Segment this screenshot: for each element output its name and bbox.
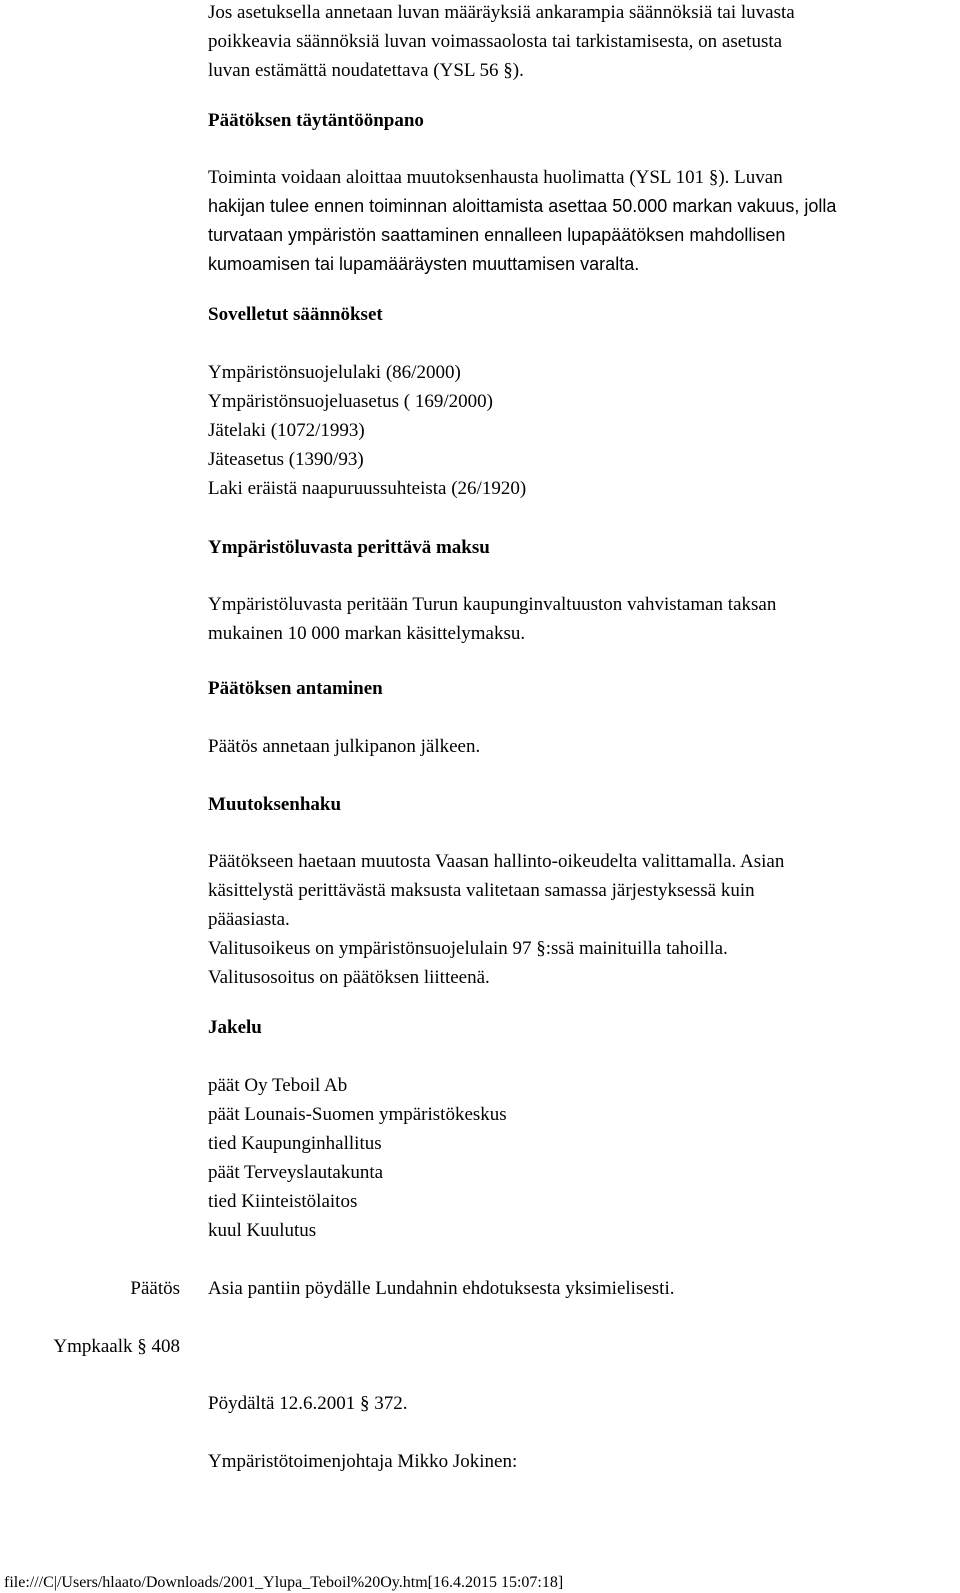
text-line: Ympäristöluvasta peritään Turun kaupunginvaltuuston vahvistaman taksan: [208, 594, 777, 615]
list-item: tied Kaupunginhallitus: [208, 1133, 382, 1154]
list-item: tied Kiinteistölaitos: [208, 1191, 358, 1212]
regulations-heading: Sovelletut säännökset: [208, 304, 383, 325]
text-line: käsittelystä perittävästä maksusta valitetaan samassa järjestyksessä kuin: [208, 880, 755, 901]
text-line: Jos asetuksella annetaan luvan määräyksiä ankarampia säännöksiä tai luvasta: [208, 2, 795, 23]
issuing-text: Päätös annetaan julkipanon jälkeen.: [208, 736, 481, 757]
list-item: Ympäristönsuojelulaki (86/2000): [208, 362, 461, 383]
footer-url: file:///C|/Users/hlaato/Downloads/2001_Ylupa_Teboil%20Oy.htm[16.4.2015 15:07:18]: [4, 1574, 564, 1591]
text-line: hakijan tulee ennen toiminnan aloittamista asettaa 50.000 markan vakuus, jolla: [208, 196, 837, 216]
text-line: mukainen 10 000 markan käsittelymaksu.: [208, 623, 526, 644]
text-line: Päätökseen haetaan muutosta Vaasan hallinto-oikeudelta valittamalla. Asian: [208, 851, 785, 872]
decision-label: Päätös: [130, 1278, 180, 1299]
text-line: Valitusoikeus on ympäristönsuojelulain 97 §:ssä mainituilla tahoilla.: [208, 938, 728, 959]
intro-paragraph: [208, 0, 952, 85]
distribution-list: [208, 1071, 952, 1245]
appeal-heading: Muutoksenhaku: [208, 794, 342, 815]
appeal-paragraph: [208, 847, 952, 992]
text-line: poikkeavia säännöksiä luvan voimassaolosta tai tarkistamisesta, on asetusta: [208, 31, 783, 52]
text-line: Valitusosoitus on päätöksen liitteenä.: [208, 967, 490, 988]
enforcement-paragraph: [208, 163, 952, 279]
text-line: Toiminta voidaan aloittaa muutoksenhausta huolimatta (YSL 101 §). Luvan: [208, 167, 783, 188]
tabled-text: Pöydältä 12.6.2001 § 372.: [208, 1393, 408, 1414]
list-item: Jätelaki (1072/1993): [208, 420, 365, 441]
list-item: päät Lounais-Suomen ympäristökeskus: [208, 1104, 507, 1125]
text-line: kumoamisen tai lupamääräysten muuttamisen varalta.: [208, 254, 640, 274]
regulations-list: [208, 358, 952, 503]
text-line: turvataan ympäristön saattaminen ennalleen lupapäätöksen mahdollisen: [208, 225, 786, 245]
section-label: Ympkaalk § 408: [53, 1336, 180, 1357]
fee-heading: Ympäristöluvasta perittävä maksu: [208, 537, 490, 558]
list-item: kuul Kuulutus: [208, 1220, 317, 1241]
list-item: Laki eräistä naapuruussuhteista (26/1920): [208, 478, 527, 499]
enforcement-heading: Päätöksen täytäntöönpano: [208, 110, 424, 131]
director-text: Ympäristötoimenjohtaja Mikko Jokinen:: [208, 1451, 518, 1472]
issuing-heading: Päätöksen antaminen: [208, 678, 383, 699]
decision-text: Asia pantiin pöydälle Lundahnin ehdotuksesta yksimielisesti.: [208, 1278, 675, 1299]
list-item: Ympäristönsuojeluasetus ( 169/2000): [208, 391, 493, 412]
text-line: pääasiasta.: [208, 909, 290, 930]
list-item: päät Terveyslautakunta: [208, 1162, 384, 1183]
list-item: Jäteasetus (1390/93): [208, 449, 364, 470]
list-item: päät Oy Teboil Ab: [208, 1075, 348, 1096]
distribution-heading: Jakelu: [208, 1017, 262, 1038]
fee-paragraph: [208, 590, 952, 648]
text-line: luvan estämättä noudatettava (YSL 56 §).: [208, 60, 524, 81]
